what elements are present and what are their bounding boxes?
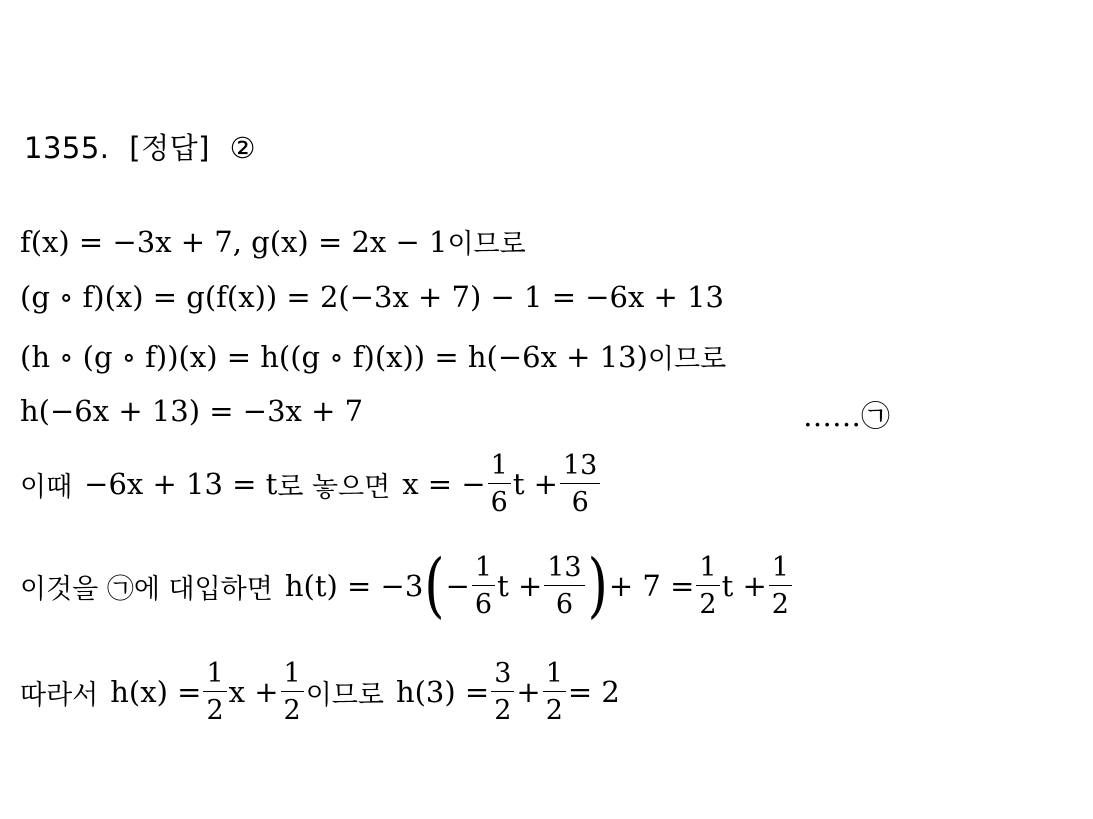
fraction: $\frac{1}{2}$ <box>281 660 304 724</box>
equation: + 7 = <box>608 569 695 603</box>
connector-text: 로 놓으면 <box>277 471 391 503</box>
equation: (h ∘ (g ∘ f))(x) = h((g ∘ f)(x)) = h(−6x + 13) <box>20 339 648 374</box>
problem-header <box>24 126 266 167</box>
solution-line-6 <box>20 545 794 627</box>
connector-text: 이므로 <box>447 229 526 260</box>
equation: − <box>445 569 470 603</box>
solution-line-5 <box>20 452 602 516</box>
solution-line-2 <box>20 280 724 314</box>
equation: h(−6x + 13) = −3x + 7 <box>20 394 364 428</box>
problem-number: 1355. <box>24 131 110 165</box>
equation: f(x) = −3x + 7, g(x) = 2x − 1 <box>20 224 448 259</box>
solution-line-7 <box>20 660 620 724</box>
fraction: $\frac{1}{6}$ <box>488 452 511 516</box>
connector-text: 이므로 <box>305 679 384 711</box>
equation: = 2 <box>567 675 620 709</box>
connector-text: 이때 <box>20 471 73 503</box>
equation: x = − <box>402 467 486 501</box>
equation: h(x) = <box>110 675 202 709</box>
fraction: $\frac{3}{2}$ <box>491 660 514 724</box>
solution-line-3 <box>20 337 726 376</box>
fraction: $\frac{1}{2}$ <box>769 554 792 618</box>
fraction: $\frac{13}{6}$ <box>560 452 600 516</box>
equation: + <box>516 675 541 709</box>
equation: −6x + 13 = t <box>84 467 278 501</box>
connector-text: 이므로 <box>647 344 727 375</box>
fraction: $\frac{13}{6}$ <box>544 554 584 618</box>
equation-marker: ……㉠ <box>803 399 891 433</box>
fraction: $\frac{1}{2}$ <box>203 660 226 724</box>
equation: h(3) = <box>395 675 490 709</box>
equation: x + <box>228 675 279 709</box>
solution-line-1 <box>20 222 526 261</box>
left-paren: ( <box>424 545 445 627</box>
solution-line-4 <box>20 394 363 428</box>
equation: (g ∘ f)(x) = g(f(x)) = 2(−3x + 7) − 1 = −6x + 13 <box>20 280 724 314</box>
equation: t + <box>497 569 543 603</box>
connector-text: 따라서 <box>20 679 99 711</box>
answer-tag: [정답] <box>129 131 210 165</box>
equation: t + <box>721 569 767 603</box>
fraction: $\frac{1}{2}$ <box>543 660 566 724</box>
fraction: $\frac{1}{2}$ <box>696 554 719 618</box>
right-paren: ) <box>587 545 608 627</box>
connector-text: 이것을 ㉠에 대입하면 <box>20 573 273 605</box>
equation: h(t) = −3 <box>284 569 424 603</box>
fraction: $\frac{1}{6}$ <box>472 554 495 618</box>
answer-choice: ② <box>229 131 257 165</box>
equation: t + <box>512 467 558 501</box>
